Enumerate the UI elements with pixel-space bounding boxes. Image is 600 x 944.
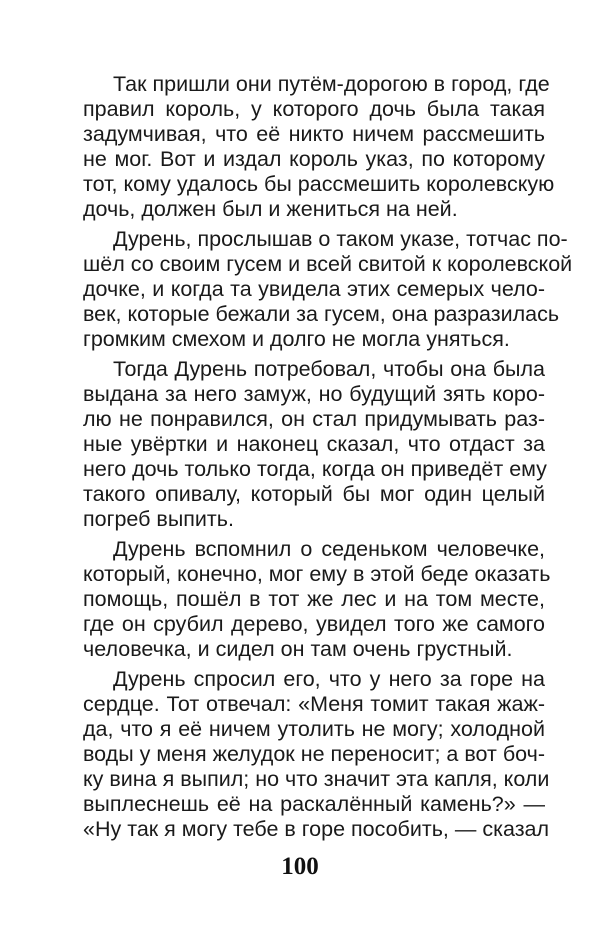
text-line: задумчивая, что её никто ничем рассмешить: [83, 122, 545, 146]
text-line: да, что я её ничем утолить не могу; холодной: [83, 717, 545, 741]
text-line: выдана за него замуж, но будущий зять коро-: [83, 382, 545, 406]
text-line: лю не понравился, он стал придумывать раз-: [83, 407, 545, 431]
page-number: 100: [281, 853, 319, 880]
text-line: не мог. Вот и издал король указ, по которому: [83, 147, 545, 171]
text-line: Тогда Дурень потребовал, чтобы она была: [113, 357, 545, 381]
text-line: воды у меня желудок не переносит; а вот боч-: [83, 742, 545, 766]
body-text: [83, 72, 573, 847]
text-line: Дурень вспомнил о седеньком человечке,: [113, 537, 545, 561]
paragraph-1: [83, 72, 555, 222]
text-line: дочке, и когда та увидела этих семерых чело-: [83, 277, 545, 301]
text-line: человечка, и сидел он там очень грустный.: [83, 637, 513, 661]
paragraph-2: [83, 227, 573, 352]
text-line: правил король, у которого дочь была такая: [83, 97, 545, 121]
text-line: Дурень спросил его, что у него за горе на: [113, 667, 545, 691]
text-line: сердце. Тот отвечал: «Меня томит такая жаж-: [83, 692, 545, 716]
paragraph-5: [83, 667, 550, 842]
text-line: который, конечно, мог ему в этой беде оказать: [83, 562, 551, 586]
text-line: век, которые бежали за гусем, она разразилась: [83, 302, 560, 326]
paragraph-3: [83, 357, 545, 532]
paragraph-4: [83, 537, 551, 662]
text-line: тот, кому удалось бы рассмешить королевскую: [83, 172, 555, 196]
text-line: выплеснешь её на раскалённый камень?» —: [83, 792, 545, 816]
text-line: помощь, пошёл в тот же лес и на том месте,: [83, 587, 545, 611]
text-line: ку вина я выпил; но что значит эта капля, коли: [83, 767, 550, 791]
text-line: него дочь только тогда, когда он приведёт ему: [83, 457, 547, 481]
text-line: Дурень, прослышав о таком указе, тотчас по-: [113, 227, 568, 251]
text-line: такого опивалу, который бы мог один целый: [83, 482, 545, 506]
text-line: погреб выпить.: [83, 507, 234, 531]
text-line: громким смехом и долго не могла уняться.: [83, 327, 510, 351]
text-line: дочь, должен был и жениться на ней.: [83, 197, 458, 221]
text-line: шёл со своим гусем и всей свитой к королевской: [83, 252, 573, 276]
text-line: ные увёртки и наконец сказал, что отдаст за: [83, 432, 545, 456]
text-line: «Ну так я могу тебе в горе пособить, — сказал: [83, 817, 550, 841]
text-line: Так пришли они путём-дорогою в город, где: [113, 72, 550, 96]
text-line: где он срубил дерево, увидел того же самого: [83, 612, 545, 636]
